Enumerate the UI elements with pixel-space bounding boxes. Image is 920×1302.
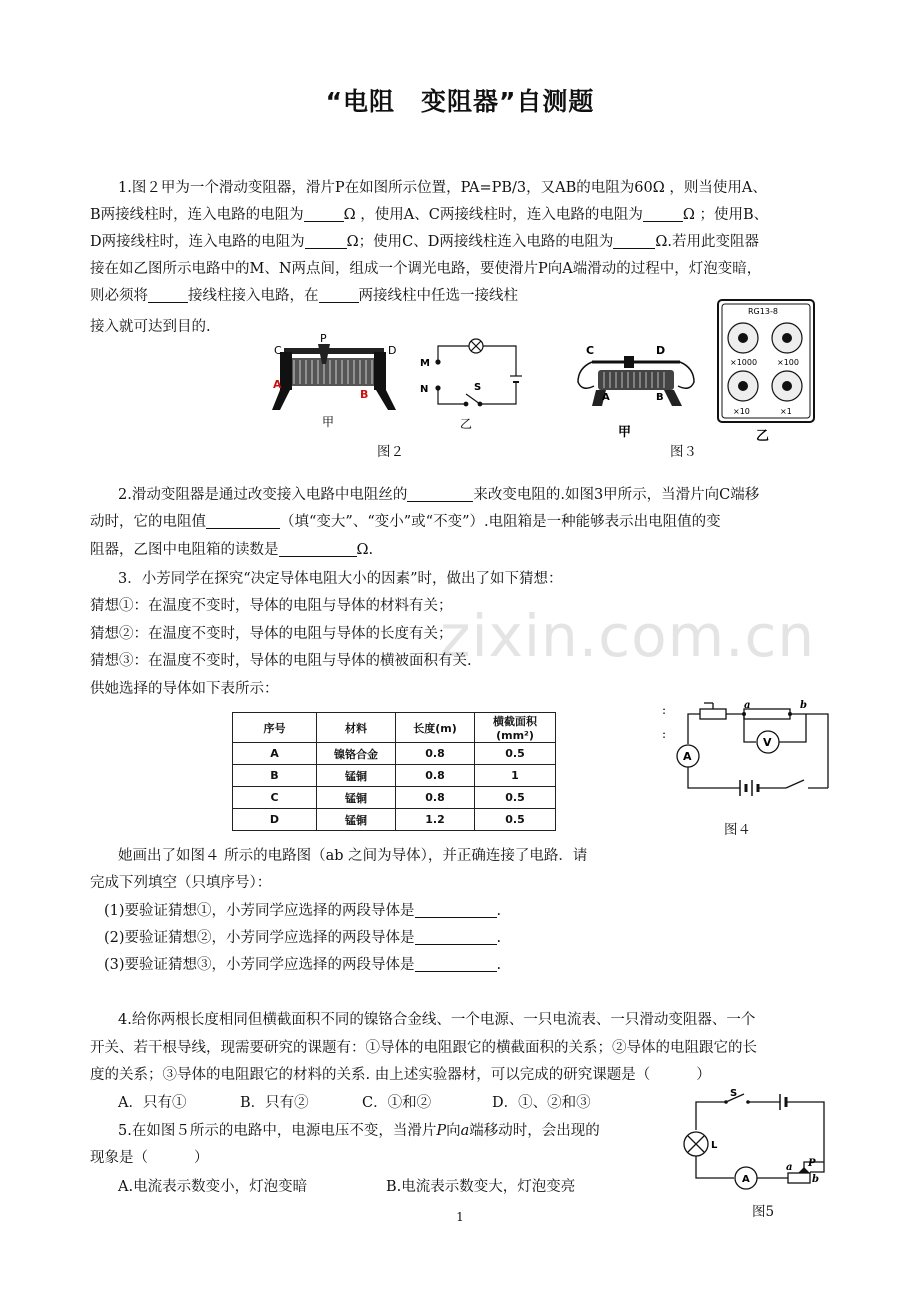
table-row <box>233 809 556 831</box>
dimmer-circuit-yi <box>436 339 522 406</box>
label-jia: 甲 <box>322 415 335 429</box>
figure-2-caption: 图２ <box>377 444 404 460</box>
fig5-label-a: a <box>786 1162 793 1173</box>
table-cell: 镍铬合金 <box>317 743 396 765</box>
label-m: M <box>420 358 430 369</box>
q3-line-5: 供她选择的导体如下表所示： <box>90 681 279 697</box>
table-cell: 0.8 <box>396 765 475 787</box>
table-row <box>233 787 556 809</box>
table-cell: 锰铜 <box>317 787 396 809</box>
fig5-label-l: L <box>711 1140 718 1151</box>
q3-line-6: 她画出了如图４ 所示的电路图（ab 之间为导体），并正确连接了电路．请 <box>118 848 588 864</box>
table-cell: 1.2 <box>396 809 475 831</box>
label-d: D <box>388 344 397 357</box>
table-cell: C <box>233 787 317 809</box>
q1-line-2: B两接线柱时，连入电路的电阻为 Ω ，使用A、C两接线柱时，连入电路的电阻为 Ω ；使用B、 <box>90 207 769 223</box>
dial-x1000: ×1000 <box>730 358 758 367</box>
q4-option-b: B．只有② <box>240 1095 309 1111</box>
fig5-label-b: b <box>812 1174 819 1185</box>
dial-x10: ×10 <box>733 407 750 416</box>
label-a: A <box>273 378 282 391</box>
figure-3 <box>572 298 822 448</box>
fig4-mark-2: : <box>662 727 667 741</box>
q3-sub-2: (2)要验证猜想②，小芳同学应选择的两段导体是 . <box>104 930 502 946</box>
box-model-label: RG13-8 <box>748 307 778 316</box>
label-n: N <box>420 384 429 395</box>
table-header: 材料 <box>317 713 396 743</box>
fig3-label-a: A <box>602 392 610 403</box>
ammeter-label: A <box>683 750 692 763</box>
voltmeter-label: V <box>763 736 772 749</box>
table-cell: 锰铜 <box>317 809 396 831</box>
q4-option-c: C．①和② <box>362 1095 432 1111</box>
q2-line-2: 动时，它的电阻值 （填“变大”、“变小”或“不变”）.电阻箱是一种能够表示出电阻值的变 <box>90 514 721 530</box>
fig3-label-b: B <box>656 392 664 403</box>
q3-guess-2: 猜想②：在温度不变时，导体的电阻与导体的长度有关； <box>90 626 453 642</box>
fig5-label-p: P <box>808 1158 816 1169</box>
q4-line-1: 4.给你两根长度相同但横截面积不同的镍铬合金线、一个电源、一只电流表、一只滑动变阻器、一个 <box>118 1012 756 1028</box>
table-cell: 0.5 <box>475 809 556 831</box>
watermark: zixin.com.cn <box>440 602 816 670</box>
table-cell: 0.8 <box>396 787 475 809</box>
table-cell: B <box>233 765 317 787</box>
table-header-row <box>233 713 556 743</box>
q5-line-1: 5.在如图５所示的电路中，电源电压不变，当滑片P向a端移动时，会出现的 <box>118 1123 600 1139</box>
table-header: 横截面积(mm²) <box>475 713 556 743</box>
q3-sub-1: (1)要验证猜想①，小芳同学应选择的两段导体是 . <box>104 903 502 919</box>
q4-line-2: 开关、若干根导线，现需要研究的课题有：①导体的电阻跟它的横截面积的关系；②导体的电阻跟它的长 <box>90 1040 757 1056</box>
table-header: 长度(m) <box>396 713 475 743</box>
fig5-ammeter-label: A <box>742 1174 750 1185</box>
q1-line-6: 接入就可达到目的. <box>90 319 211 335</box>
fig3-label-d: D <box>656 344 666 357</box>
q1-line-5: 则必须将 接线柱接入电路，在 两接线柱中任选一接线柱 <box>90 288 518 304</box>
q3-guess-3: 猜想③：在温度不变时，导体的电阻与导体的横被面积有关. <box>90 653 472 669</box>
q5-option-b: B.电流表示数变大，灯泡变亮 <box>386 1179 576 1195</box>
table-cell: 锰铜 <box>317 765 396 787</box>
table-row <box>233 743 556 765</box>
resistance-box-yi <box>718 300 814 444</box>
q3-line-1: 3．小芳同学在探究“决定导体电阻大小的因素”时，做出了如下猜想： <box>118 571 563 587</box>
figure-4-caption: 图４ <box>724 822 751 838</box>
label-p: P <box>320 332 327 345</box>
q2-line-1: 2.滑动变阻器是通过改变接入电路中电阻丝的 来改变电阻的.如图3甲所示，当滑片向C端移 <box>118 487 760 503</box>
figure-5-caption: 图5 <box>752 1204 775 1220</box>
label-s: S <box>474 382 482 393</box>
q4-option-d: D．①、②和③ <box>492 1095 591 1111</box>
label-b: B <box>360 388 369 401</box>
conductor-table <box>232 712 556 831</box>
fig3-label-yi: 乙 <box>756 429 770 444</box>
q2-line-3: 阻器，乙图中电阻箱的读数是 Ω. <box>90 542 374 558</box>
fig4-label-b: b <box>800 700 807 711</box>
fig4-mark: : <box>662 703 667 717</box>
q4-line-3: 度的关系；③导体的电阻跟它的材料的关系. 由上述实验器材，可以完成的研究课题是（ ） <box>90 1067 711 1083</box>
q3-line-7: 完成下列填空（只填序号）： <box>90 875 272 891</box>
q3-guess-1: 猜想①：在温度不变时，导体的电阻与导体的材料有关； <box>90 598 453 614</box>
fig3-label-jia: 甲 <box>618 425 632 440</box>
table-cell: 0.5 <box>475 743 556 765</box>
q3-sub-3: (3)要验证猜想③，小芳同学应选择的两段导体是 . <box>104 957 502 973</box>
table-cell: 0.8 <box>396 743 475 765</box>
q5-line-2: 现象是（ ） <box>90 1150 209 1166</box>
q1-line-3: D两接线柱时，连入电路的电阻为 Ω；使用C、D两接线柱连入电路的电阻为 Ω.若用此变阻器 <box>90 234 760 250</box>
q1-line-4: 接在如乙图所示电路中的M、N两点间，组成一个调光电路，要使滑片P向A端滑动的过程中，灯泡变暗， <box>90 261 762 277</box>
table-header: 序号 <box>233 713 317 743</box>
figure-4 <box>660 700 840 812</box>
table-cell: 1 <box>475 765 556 787</box>
figure-5 <box>676 1086 836 1198</box>
dial-x100: ×100 <box>777 358 799 367</box>
q4-option-a: A．只有① <box>118 1095 187 1111</box>
label-yi: 乙 <box>460 417 473 431</box>
page-number: 1 <box>456 1210 464 1224</box>
q5-option-a: A.电流表示数变小，灯泡变暗 <box>118 1179 308 1195</box>
fig4-label-a: a <box>744 700 751 711</box>
label-c: C <box>274 344 282 357</box>
q1-line-1: 1.图２甲为一个滑动变阻器，滑片P在如图所示位置，PA=PB/3，又AB的电阻为60Ω ，则当使用A、 <box>118 180 767 196</box>
table-cell: 0.5 <box>475 787 556 809</box>
dial-x1: ×1 <box>780 407 792 416</box>
rheostat-3-jia <box>578 344 694 440</box>
figure-2 <box>270 330 550 442</box>
table-cell: A <box>233 743 317 765</box>
table-cell: D <box>233 809 317 831</box>
page-title: “电阻 变阻器”自测题 <box>325 87 595 116</box>
figure-3-caption: 图３ <box>670 444 697 460</box>
fig5-label-s: S <box>730 1088 738 1099</box>
rheostat-jia <box>272 332 396 429</box>
table-row <box>233 765 556 787</box>
fig3-label-c: C <box>586 344 595 357</box>
